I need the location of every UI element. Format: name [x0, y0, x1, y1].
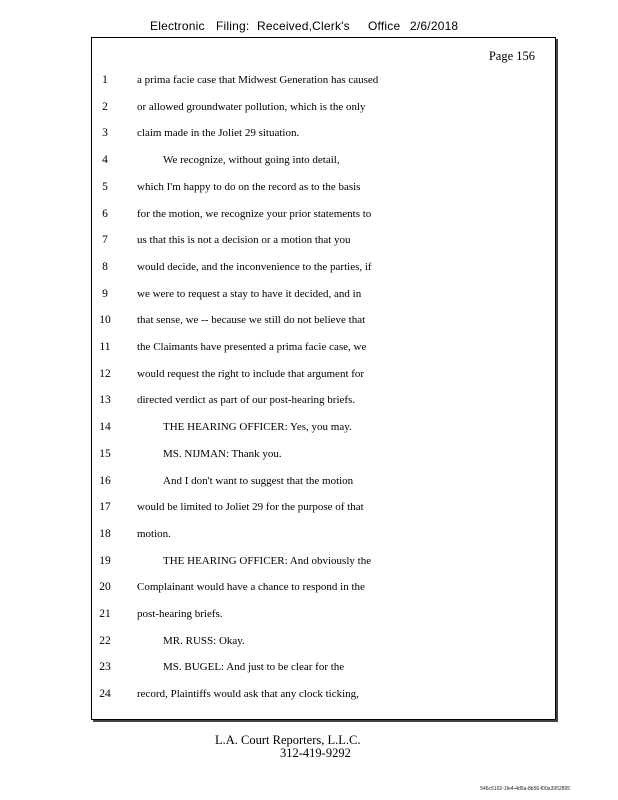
line-text: MR. RUSS: Okay. [163, 634, 245, 647]
line-text: directed verdict as part of our post-hearing briefs. [137, 394, 356, 407]
transcript-line [0, 394, 618, 410]
line-text: would request the right to include that argument for [137, 367, 365, 380]
line-number: 16 [99, 474, 111, 487]
line-text: MS. BUGEL: And just to be clear for the [163, 661, 345, 674]
transcript-line [0, 475, 618, 491]
transcript-line [0, 368, 618, 384]
transcript-line [0, 314, 618, 330]
line-text: Complainant would have a chance to respond in the [137, 581, 365, 594]
line-number: 15 [99, 447, 111, 460]
line-text: THE HEARING OFFICER: And obviously the [163, 554, 372, 567]
line-text: for the motion, we recognize your prior statements to [137, 207, 372, 220]
line-text: record, Plaintiffs would ask that any clock ticking, [137, 688, 359, 701]
line-text: We recognize, without going into detail, [163, 154, 340, 167]
page-number: Page 156 [488, 49, 535, 63]
header-received-clerks: Received,Clerk's [257, 19, 350, 33]
line-number: 2 [102, 100, 108, 113]
line-number: 3 [102, 127, 108, 140]
transcript-line [0, 608, 618, 624]
header-filing: Filing: [216, 19, 250, 33]
line-number: 24 [99, 688, 111, 701]
line-text: And I don't want to suggest that the motion [163, 474, 354, 487]
header-electronic: Electronic [150, 19, 205, 33]
transcript-line [0, 448, 618, 464]
line-text: or allowed groundwater pollution, which is the only [137, 100, 366, 113]
transcript-line [0, 101, 618, 117]
transcript-line [0, 234, 618, 250]
transcript-line [0, 501, 618, 517]
line-number: 5 [102, 180, 108, 193]
line-number: 20 [99, 581, 111, 594]
line-number: 22 [99, 634, 111, 647]
transcript-line [0, 127, 618, 143]
line-text: us that this is not a decision or a motion that you [137, 234, 351, 247]
line-number: 1 [102, 74, 108, 86]
line-number: 8 [102, 260, 108, 273]
transcript-line [0, 421, 618, 437]
transcript-line [0, 661, 618, 677]
transcript-line [0, 288, 618, 304]
transcript-line [0, 74, 618, 90]
line-number: 13 [99, 394, 111, 407]
line-number: 11 [99, 341, 111, 353]
document-id: 546c5102-1fe4-4d5a-8b56-f00a3952895 [480, 786, 570, 792]
line-text: we were to request a stay to have it decided, and in [137, 287, 362, 300]
transcript-line [0, 154, 618, 170]
line-text: MS. NIJMAN: Thank you. [163, 447, 282, 460]
line-text: that sense, we -- because we still do not believe that [137, 314, 366, 327]
line-text: would be limited to Joliet 29 for the purpose of that [137, 501, 364, 514]
line-number: 17 [99, 501, 111, 514]
line-number: 14 [99, 421, 111, 434]
line-number: 18 [99, 527, 111, 540]
line-number: 21 [99, 608, 111, 620]
transcript-line [0, 528, 618, 544]
court-reporter-phone: 312-419-9292 [280, 746, 351, 760]
transcript-line [0, 261, 618, 277]
line-number: 12 [99, 367, 111, 380]
transcript-line [0, 341, 618, 357]
court-reporter-name: L.A. Court Reporters, L.L.C. [215, 733, 361, 747]
transcript-line [0, 208, 618, 224]
line-text: the Claimants have presented a prima facie case, we [137, 341, 367, 353]
line-number: 19 [99, 554, 111, 567]
line-text: post-hearing briefs. [137, 608, 223, 620]
line-number: 4 [102, 154, 108, 167]
line-number: 6 [102, 207, 108, 220]
transcript-line [0, 581, 618, 597]
transcript-line [0, 555, 618, 571]
line-text: THE HEARING OFFICER: Yes, you may. [163, 421, 352, 434]
line-text: which I'm happy to do on the record as to the basis [137, 180, 361, 193]
line-number: 10 [99, 314, 111, 327]
header-office: Office [368, 19, 401, 33]
line-number: 23 [99, 661, 111, 674]
line-number: 7 [102, 234, 108, 247]
line-text: motion. [137, 527, 171, 540]
line-number: 9 [102, 287, 108, 300]
transcript-line [0, 688, 618, 704]
transcript-line [0, 181, 618, 197]
line-text: claim made in the Joliet 29 situation. [137, 127, 300, 140]
transcript-line [0, 635, 618, 651]
line-text: a prima facie case that Midwest Generation has caused [137, 74, 379, 86]
header-date: 2/6/2018 [410, 19, 459, 33]
line-text: would decide, and the inconvenience to the parties, if [137, 260, 372, 273]
